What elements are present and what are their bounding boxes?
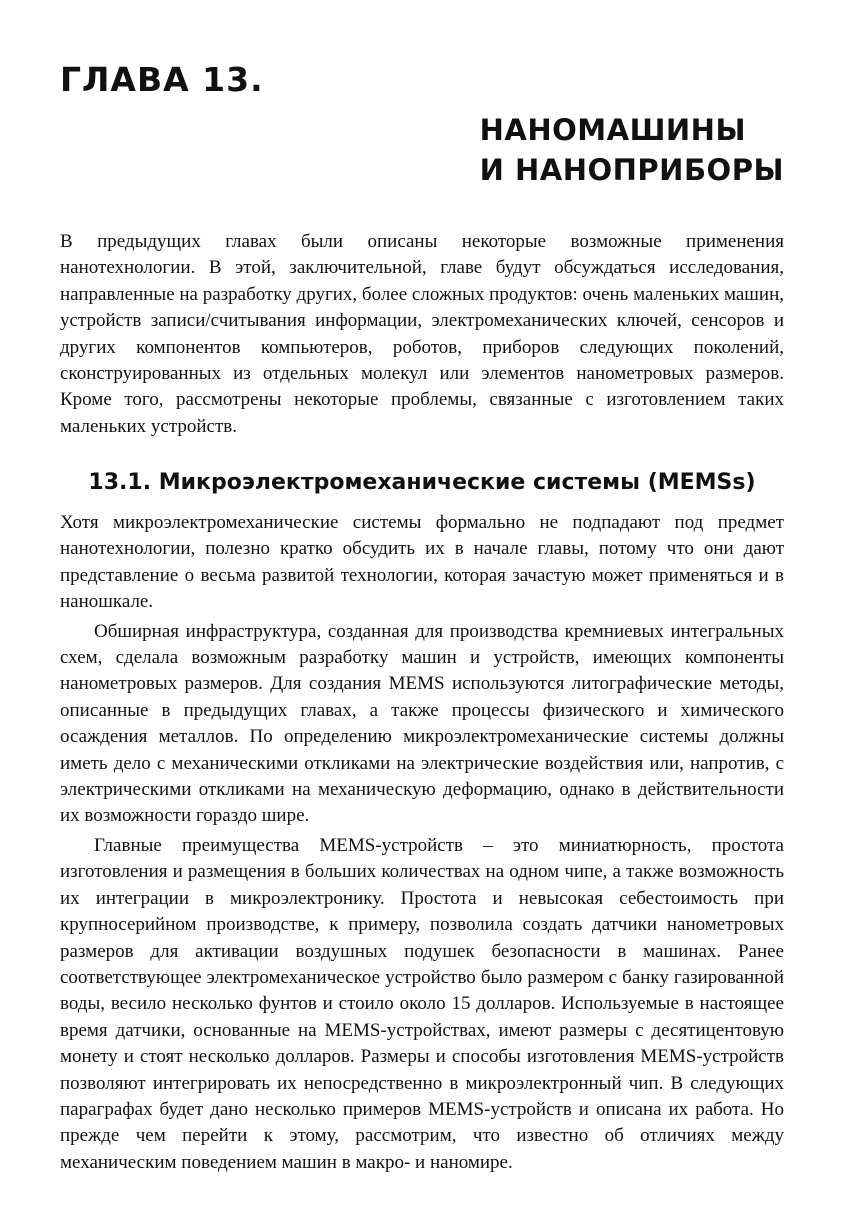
chapter-title-line-2: И НАНОПРИБОРЫ: [479, 153, 784, 187]
chapter-title-line-1: НАНОМАШИНЫ: [479, 113, 746, 147]
section-heading: 13.1. Микроэлектромеханические системы (MEMSs): [88, 470, 756, 495]
body-paragraph-3: Главные преимущества MEMS-устройств – это миниатюрность, простота изготовления и размещения в больших количествах на одном чипе, а также возможность их интеграции в микроэлектронику. Простота и невысокая себестоимость при крупносерийном производстве, к примеру, позволила создать датчики нанометровых размеров для активации воздушных подушек безопасности в машинах. Ранее соответствующее электромеханическое устройство было размером с банку газированной воды, весило несколько фунтов и стоило около 15 долларов. Используемые в настоящее время датчики, основанные на MEMS-устройствах, имеют размеры с десятицентовую монету и стоят несколько долларов. Размеры и способы изготовления MEMS-устройств позволяют интегрировать их непосредственно в микроэлектронный чип. В следующих параграфах будет дано несколько примеров MEMS-устройств и описана их работа. Но прежде чем перейти к этому, рассмотрим, что известно об отличиях между механическим поведением машин в макро- и наномире.: [60, 834, 784, 1173]
body-paragraph-1: Хотя микроэлектромеханические системы формально не подпадают под предмет нанотехнологии, полезно кратко обсудить их в начале главы, потому что они дают представление о весьма развитой технологии, которая зачастую может применяться и в наношкале.: [60, 512, 784, 613]
book-page: [60, 0, 784, 1222]
chapter-label: ГЛАВА 13.: [60, 60, 264, 99]
intro-paragraph: В предыдущих главах были описаны некоторые возможные применения нанотехнологии. В этой, заключительной, главе будут обсуждаться исследования, направленные на разработку других, более сложных продуктов: очень маленьких машин, устройств записи/считывания информации, электромеханических ключей, сенсоров и других компонентов компьютеров, роботов, приборов следующих поколений, сконструированных из отдельных молекул или элементов нанометровых размеров. Кроме того, рассмотрены некоторые проблемы, связанные с изготовлением таких маленьких устройств.: [60, 231, 785, 437]
section-body: [60, 510, 784, 1176]
body-paragraph-2: Обширная инфраструктура, созданная для производства кремниевых интегральных схем, сделала возможным разработку машин и устройств, имеющих компоненты нанометровых размеров. Для создания MEMS используются литографические методы, описанные в предыдущих главах, а также процессы физического и химического осаждения металлов. По определению микроэлектромеханические системы должны иметь дело с механическими откликами на электрические воздействия или, напротив, с электрическими откликами на механическую деформацию, однако в действительности их возможности гораздо шире.: [60, 620, 784, 827]
chapter-title: [480, 110, 784, 190]
